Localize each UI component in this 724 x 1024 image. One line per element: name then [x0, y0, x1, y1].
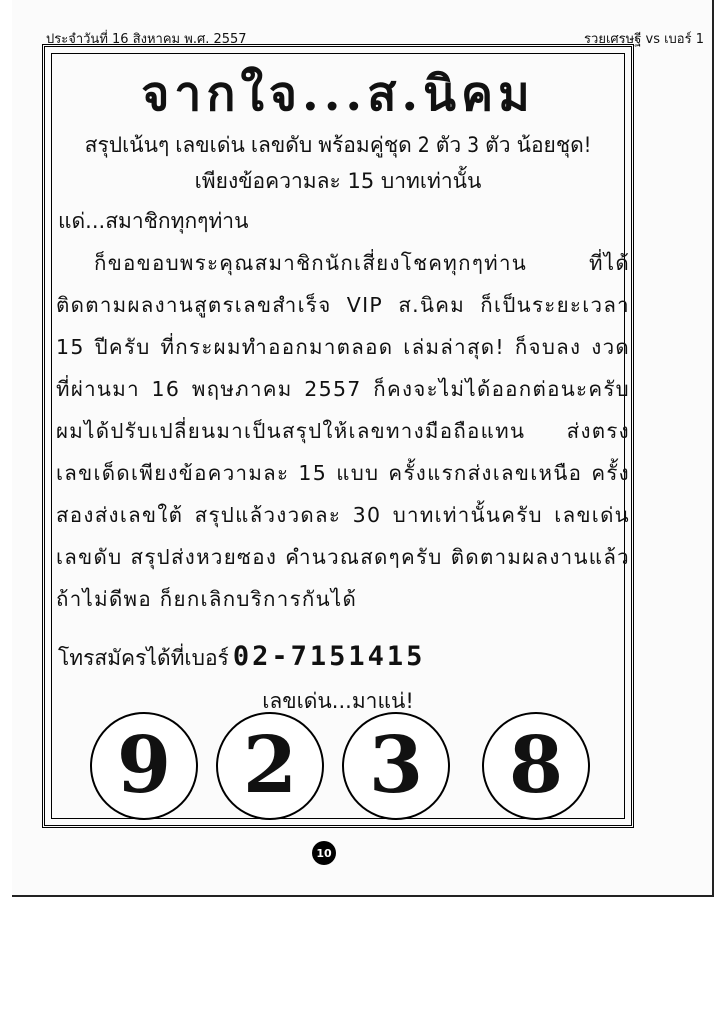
issue-date: ประจำวันที่ 16 สิงหาคม พ.ศ. 2557	[46, 32, 247, 47]
lucky-lead-text: เลขเด่น...มาแน่!	[262, 689, 414, 713]
article-subtitle: สรุปเน้นๆ เลขเด่น เลขดับ พร้อมคู่ชุด 2 ตัว 3 ตัว น้อยชุด!	[84, 133, 592, 157]
salutation: แด่...สมาชิกทุกๆท่าน	[58, 209, 249, 233]
lucky-digit-circle: 3	[342, 712, 450, 820]
article-inner-border	[51, 53, 630, 819]
article-title: จากใจ...ส.นิคม	[141, 66, 535, 122]
phone-number: 02-7151415	[232, 641, 426, 672]
publication-name: รวยเศรษฐี vs เบอร์ 1	[584, 32, 704, 47]
phone-label: โทรสมัครได้ที่เบอร์	[58, 646, 229, 670]
lucky-digit-circle: 2	[216, 712, 324, 820]
price-line: เพียงข้อความละ 15 บาทเท่านั้น	[194, 169, 482, 193]
magazine-page	[12, 0, 714, 897]
lucky-number-row	[52, 712, 632, 822]
article-frame	[42, 44, 634, 828]
lucky-digit-circle: 9	[90, 712, 198, 820]
lucky-digit-circle: 8	[482, 712, 590, 820]
page-number-badge: 10	[312, 841, 336, 865]
phone-line	[58, 640, 425, 675]
article-body: ก็ขอขอบพระคุณสมาชิกนักเสี่ยงโชคทุกๆท่าน ที่ได้ติดตามผลงานสูตรเลขสำเร็จ VIP ส.นิคม ก็เป็นระยะเวลา 15 ปีครับ ที่กระผมทำออกมาตลอด เล่มล่าสุด! ก็จบลง งวดที่ผ่านมา 16 พฤษภาคม 2557 ก็คงจะไม่ได้ออกต่อนะครับ ผมได้ปรับเปลี่ยนมาเป็นสรุปให้เลขทางมือถือแทน ส่งตรงเลขเด็ดเพียงข้อความละ 15 แบบ ครั้งแรกส่งเลขเหนือ ครั้งสองส่งเลขใต้ สรุปแล้วงวดละ 30 บาทเท่านั้นครับ เลขเด่น เลขดับ สรุปส่งหวยซอง คำนวณสดๆครับ ติดตามผลงานแล้วถ้าไม่ดีพอ ก็ยกเลิกบริการกันได้	[56, 251, 630, 611]
